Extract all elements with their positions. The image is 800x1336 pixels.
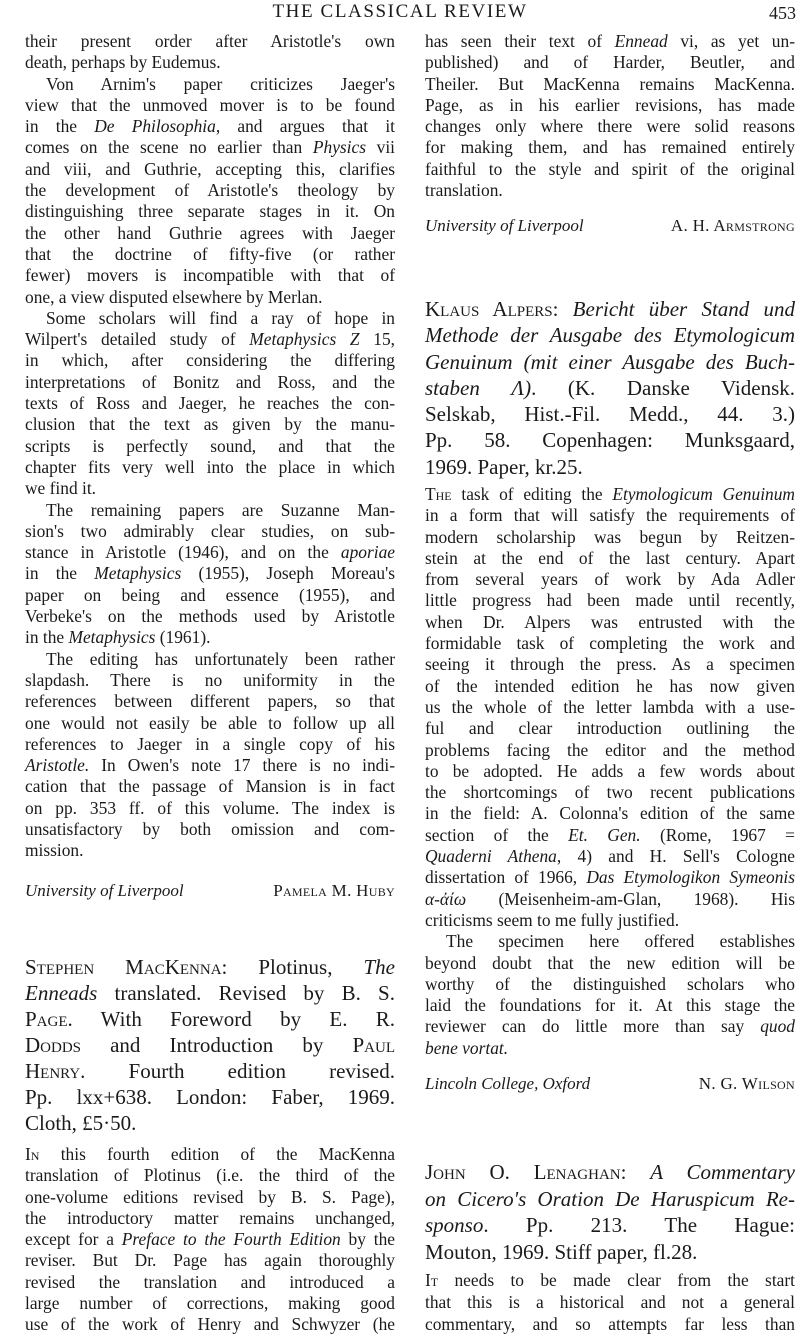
text-line xyxy=(25,137,395,158)
paragraph xyxy=(425,296,795,480)
review-text-mackenna xyxy=(25,1144,395,1336)
text-line xyxy=(25,1229,395,1250)
text-run: (1961). xyxy=(155,627,211,648)
text-line xyxy=(425,1186,795,1213)
signature-armstrong xyxy=(425,216,795,238)
text-line xyxy=(25,287,395,308)
text-run: formidable task of completing the work and xyxy=(425,633,795,654)
small-caps-text: Paul xyxy=(352,1033,395,1057)
text-run: : Plotinus, xyxy=(221,955,364,979)
text-run: interpretations of Bonitz and Ross, and the xyxy=(25,371,395,392)
text-line xyxy=(25,1250,395,1271)
text-run: problems facing the editor and the method xyxy=(425,739,795,760)
paragraph xyxy=(425,31,795,201)
text-line xyxy=(25,414,395,435)
text-line xyxy=(25,436,395,457)
text-line xyxy=(425,1291,795,1313)
small-caps-text: Henry xyxy=(25,1059,81,1083)
text-run: cation that the passage of Mansion is in fact xyxy=(25,776,395,797)
text-line xyxy=(25,372,395,393)
reviewer-name: N. G. Wilson xyxy=(698,1074,795,1093)
text-line xyxy=(25,627,395,648)
text-line xyxy=(425,505,795,526)
text-run: the shortcomings of two recent publications xyxy=(425,782,795,803)
paragraph xyxy=(425,484,795,931)
review-text-lenaghan xyxy=(425,1269,795,1335)
reviewer-institution: University of Liverpool xyxy=(25,881,184,900)
text-run: mission. xyxy=(25,840,84,861)
text-run: paper on being and essence (1955), and xyxy=(25,584,395,605)
text-run: In Owen's note 17 there is no indi- xyxy=(89,755,395,776)
text-run: when Dr. Alpers was entrusted with the xyxy=(425,611,795,632)
text-line xyxy=(25,1006,395,1032)
text-run: ful and clear introduction outlining the xyxy=(425,718,795,739)
text-run: one, a view disputed elsewhere by Merlan. xyxy=(25,286,323,307)
paragraph xyxy=(25,649,395,862)
paragraph xyxy=(425,931,795,1059)
text-line xyxy=(25,1032,395,1058)
text-run: one-volume editions revised by B. S. Page), xyxy=(25,1186,395,1207)
text-run: from several years of work by Ada Adler xyxy=(425,569,795,590)
text-run: dissertation of 1966, xyxy=(425,867,587,888)
text-run: The editing has unfortunately been rather xyxy=(46,648,395,669)
text-line xyxy=(425,953,795,974)
text-line xyxy=(425,612,795,633)
text-line xyxy=(425,697,795,718)
reviewer-name: Pamela M. Huby xyxy=(273,881,395,900)
text-line xyxy=(425,995,795,1016)
paragraph xyxy=(25,31,395,74)
text-run: fewer) movers is incompatible with that of xyxy=(25,265,395,286)
text-line xyxy=(425,1313,795,1335)
text-line xyxy=(25,180,395,201)
text-run: the other hand Guthrie agrees with Jaeger xyxy=(25,222,395,243)
text-run: sion's two admirably clear studies, on sub- xyxy=(25,520,395,541)
text-line xyxy=(425,846,795,867)
text-line xyxy=(25,350,395,371)
text-run: worthy of the distinguished scholars who xyxy=(425,973,795,994)
text-run: and viii, and Guthrie, accepting this, clarifies xyxy=(25,158,395,179)
signature-wilson xyxy=(425,1074,795,1096)
text-run: Theiler. But MacKenna remains MacKenna. xyxy=(425,73,795,94)
text-run: seeing it through the press. As a specimen xyxy=(425,654,795,675)
text-line xyxy=(425,974,795,995)
running-head xyxy=(0,0,800,24)
text-run: in which, after considering the differing xyxy=(25,350,395,371)
text-line xyxy=(25,606,395,627)
text-line xyxy=(425,31,795,52)
italic-text: aporiae xyxy=(340,542,395,563)
text-run: the development of Aristotle's theology by xyxy=(25,180,395,201)
text-run: we find it. xyxy=(25,478,96,499)
text-run: slapdash. There is no uniformity in the xyxy=(25,669,395,690)
text-line xyxy=(425,867,795,888)
text-run: little progress had been made until recently, xyxy=(425,590,795,611)
text-line xyxy=(25,31,395,52)
text-run: translation of Plotinus (i.e. the third of the xyxy=(25,1165,395,1186)
italic-text: Quaderni Athena xyxy=(425,846,557,867)
text-run: to be adopted. He adds a few words about xyxy=(425,760,795,781)
text-run: : xyxy=(620,1160,651,1184)
text-line xyxy=(25,1084,395,1110)
text-run: : xyxy=(552,297,573,321)
italic-text: Genuinum (mit einer Ausgabe des Buch- xyxy=(425,349,795,374)
italic-text: Metaphysics xyxy=(94,563,182,584)
italic-text: A Commentary xyxy=(650,1160,796,1184)
paragraph xyxy=(25,1144,395,1336)
text-run: that the doctrine of fifty-five (or rather xyxy=(25,243,395,264)
text-line xyxy=(25,500,395,521)
text-run: in a form that will satisfy the requirements of xyxy=(425,505,795,526)
text-line xyxy=(425,95,795,116)
text-run: faithful to the style and spirit of the original xyxy=(425,158,795,179)
text-line xyxy=(425,454,795,480)
text-run: translation. xyxy=(425,180,503,201)
italic-text: Metaphysics Z xyxy=(249,329,360,350)
text-line xyxy=(425,676,795,697)
text-line xyxy=(425,52,795,73)
text-line xyxy=(25,691,395,712)
text-run: that this is a historical and not a general xyxy=(425,1292,795,1312)
text-run: (1955), Joseph Moreau's xyxy=(181,563,395,584)
text-run: , and argues that it xyxy=(215,116,396,137)
text-line xyxy=(25,649,395,670)
text-line xyxy=(425,116,795,137)
text-run: the introductory matter remains unchanged, xyxy=(25,1207,395,1228)
text-run: vi, as yet un- xyxy=(667,31,795,51)
text-line xyxy=(25,1165,395,1186)
text-line xyxy=(25,223,395,244)
italic-text: staben Λ) xyxy=(425,375,532,400)
text-line xyxy=(25,1058,395,1084)
text-line xyxy=(25,585,395,606)
italic-text: Et. Gen. xyxy=(568,824,641,845)
text-run: of the intended edition he has now given xyxy=(425,675,795,696)
text-run: Verbeke's on the methods used by Aristotle xyxy=(25,606,395,627)
text-run: large number of corrections, making good xyxy=(25,1293,395,1314)
text-line xyxy=(25,159,395,180)
text-run: . Pp. 213. The Hague: xyxy=(483,1213,795,1238)
text-line xyxy=(425,427,795,453)
text-run: Some scholars will find a ray of hope in xyxy=(46,307,395,328)
italic-text: Preface to the Fourth Edition xyxy=(121,1229,341,1250)
text-run: . With Foreword by E. R. xyxy=(67,1007,395,1031)
text-run: on pp. 353 ff. of this volume. The index is xyxy=(25,797,395,818)
text-line xyxy=(25,798,395,819)
reviewer-institution: University of Liverpool xyxy=(425,216,584,235)
text-line xyxy=(425,782,795,803)
paragraph xyxy=(425,1269,795,1335)
text-run: task of editing the xyxy=(451,484,613,504)
text-run: Von Arnim's paper criticizes Jaeger's xyxy=(46,73,395,94)
text-run: view that the unmoved mover is to be found xyxy=(25,94,395,115)
text-run: The remaining papers are Suzanne Man- xyxy=(46,499,395,520)
text-run: us the whole of the letter lambda with a use- xyxy=(425,696,795,717)
text-line xyxy=(25,52,395,73)
text-line xyxy=(425,569,795,590)
italic-text: Enneads xyxy=(25,981,98,1005)
text-run: in the field: A. Colonna's edition of the same xyxy=(425,803,795,824)
text-run: translated. Revised by B. S. xyxy=(97,981,395,1005)
small-caps-text: It xyxy=(425,1270,439,1290)
text-line xyxy=(425,401,795,427)
text-run: comes on the scene no earlier than xyxy=(25,137,313,158)
text-run: stein at the end of the last century. Apart xyxy=(425,547,795,568)
text-run: clusion that the text as given by the manu- xyxy=(25,414,395,435)
text-run: (Rome, 1967 = xyxy=(640,824,795,845)
text-run: death, perhaps by Eudemus. xyxy=(25,52,221,73)
text-line xyxy=(25,734,395,755)
review-text-aristotle xyxy=(25,31,395,862)
reviewer-institution: Lincoln College, Oxford xyxy=(425,1074,591,1093)
review-heading-lenaghan xyxy=(425,1159,795,1266)
text-line xyxy=(425,633,795,654)
text-run: section of the xyxy=(425,824,569,845)
paragraph xyxy=(25,74,395,308)
text-line xyxy=(25,1144,395,1165)
text-run: by the xyxy=(340,1229,395,1250)
italic-text: sponso xyxy=(425,1213,484,1238)
text-run: beyond doubt that the new edition will be xyxy=(425,952,795,973)
text-run: references to Jaeger in a single copy of his xyxy=(25,733,395,754)
text-line xyxy=(425,1038,795,1059)
italic-text: Ennead xyxy=(614,31,668,51)
text-line xyxy=(425,654,795,675)
text-line xyxy=(25,954,395,980)
text-run: reviewer can do little more than say xyxy=(425,1016,761,1037)
text-line xyxy=(425,527,795,548)
text-run: this fourth edition of the MacKenna xyxy=(39,1144,395,1164)
text-line xyxy=(25,478,395,499)
text-line xyxy=(425,484,795,505)
text-line xyxy=(25,755,395,776)
text-run: (Meisenheim-am-Glan, 1968). His xyxy=(466,888,795,909)
text-line xyxy=(425,590,795,611)
text-line xyxy=(425,349,795,375)
text-run: unsatisfactory by both omission and com- xyxy=(25,818,395,839)
review-text-mackenna-cont xyxy=(425,31,795,201)
italic-text: Physics xyxy=(312,137,366,158)
text-run: . Fourth edition revised. xyxy=(80,1059,395,1083)
text-line xyxy=(25,1208,395,1229)
text-line xyxy=(25,244,395,265)
text-run: Page, as in his earlier revisions, has made xyxy=(425,94,795,115)
paragraph xyxy=(425,1159,795,1266)
text-run: modern scholarship was begun by Reitzen- xyxy=(425,526,795,547)
small-caps-text: In xyxy=(25,1144,40,1164)
text-run: for making them, and has remained entirely xyxy=(425,137,795,158)
small-caps-text: Page xyxy=(25,1007,68,1031)
text-run: . (K. Danske Vidensk. xyxy=(531,375,795,400)
text-run: 1969. Paper, kr.25. xyxy=(425,454,583,479)
text-line xyxy=(425,825,795,846)
text-run: laid the foundations for it. At this stage the xyxy=(425,995,795,1016)
review-text-alpers xyxy=(425,484,795,1059)
text-line xyxy=(25,980,395,1006)
text-run: Wilpert's detailed study of xyxy=(25,329,250,350)
text-run: one would not easily be able to follow up all xyxy=(25,712,395,733)
text-line xyxy=(25,116,395,137)
text-run: revised the translation and introduced a xyxy=(25,1271,395,1292)
text-line xyxy=(425,296,795,322)
page-number: 453 xyxy=(769,3,796,23)
text-line xyxy=(425,910,795,931)
text-line xyxy=(425,548,795,569)
italic-text: Bericht über Stand und xyxy=(572,297,796,321)
text-line xyxy=(425,180,795,201)
paragraph xyxy=(25,500,395,649)
text-line xyxy=(25,1272,395,1293)
italic-text: De Philosophia xyxy=(94,116,216,137)
italic-text: Methode der Ausgabe des Etymologicum xyxy=(425,323,795,348)
text-run: reviser. But Dr. Page has again thoroughly xyxy=(25,1250,395,1271)
text-run: Selskab, Hist.-Fil. Medd., 44. 3.) xyxy=(425,402,795,427)
text-run: The specimen here offered establishes xyxy=(446,931,795,952)
text-line xyxy=(25,563,395,584)
reviewer-name: A. H. Armstrong xyxy=(670,216,795,235)
paragraph xyxy=(25,954,395,1136)
text-run: their present order after Aristotle's own xyxy=(25,31,395,51)
text-run: scripts is perfectly sound, and that the xyxy=(25,435,395,456)
journal-title: THE CLASSICAL REVIEW xyxy=(272,1,528,22)
text-line xyxy=(25,1314,395,1335)
text-line xyxy=(425,1269,795,1291)
text-run: Mouton, 1969. Stiff paper, fl.28. xyxy=(425,1240,698,1265)
text-run: published) and of Harder, Beutler, and xyxy=(425,52,795,73)
text-line xyxy=(425,74,795,95)
text-run: texts of Ross and Jaeger, he reaches the con- xyxy=(25,393,395,414)
text-run: Cloth, £5·50. xyxy=(25,1111,137,1135)
text-line xyxy=(25,329,395,350)
italic-text: The xyxy=(363,955,395,979)
text-line xyxy=(425,803,795,824)
text-line xyxy=(425,889,795,910)
italic-text: Aristotle. xyxy=(25,755,90,776)
italic-text: quod xyxy=(760,1016,795,1037)
text-line xyxy=(25,776,395,797)
text-run: use of the work of Henry and Schwyzer (he xyxy=(25,1314,395,1335)
text-run: stance in Aristotle (1946), and on the xyxy=(25,542,341,563)
italic-text: Etymologicum Genuinum xyxy=(612,484,795,504)
text-line xyxy=(25,521,395,542)
text-line xyxy=(425,159,795,180)
small-caps-text: Stephen MacKenna xyxy=(25,955,222,979)
text-run: 15, xyxy=(359,329,395,350)
text-line xyxy=(425,1159,795,1186)
text-line xyxy=(25,95,395,116)
text-run: , 4) and H. Sell's Cologne xyxy=(556,846,796,867)
text-line xyxy=(25,670,395,691)
small-caps-text: Dodds xyxy=(25,1033,82,1057)
italic-text: on Cicero's Oration De Haruspicum Re- xyxy=(425,1186,795,1211)
text-line xyxy=(25,840,395,861)
text-run: except for a xyxy=(25,1229,122,1250)
text-line xyxy=(425,322,795,348)
paragraph xyxy=(25,308,395,500)
text-run: in the xyxy=(25,627,69,648)
text-run: vii xyxy=(366,137,395,158)
text-line xyxy=(25,1187,395,1208)
text-run: commentary, and so attempts far less than xyxy=(425,1314,795,1334)
text-line xyxy=(25,201,395,222)
text-run: has seen their text of xyxy=(425,31,615,51)
review-heading-mackenna xyxy=(25,954,395,1136)
text-line xyxy=(25,457,395,478)
text-line xyxy=(25,265,395,286)
text-run: in the xyxy=(25,116,95,137)
text-line xyxy=(25,74,395,95)
signature-huby xyxy=(25,881,395,903)
small-caps-text: The xyxy=(425,484,452,504)
text-line xyxy=(25,713,395,734)
review-heading-alpers xyxy=(425,296,795,480)
text-run: criticisms seem to me fully justified. xyxy=(425,909,680,930)
text-line xyxy=(425,740,795,761)
text-line xyxy=(425,137,795,158)
text-line xyxy=(425,375,795,401)
small-caps-text: John O. Lenaghan xyxy=(425,1160,621,1184)
text-run: and Introduction by xyxy=(81,1033,353,1057)
text-run: Pp. 58. Copenhagen: Munksgaard, xyxy=(425,428,795,453)
text-run: distinguishing three separate stages in it. On xyxy=(25,201,395,222)
text-line xyxy=(25,308,395,329)
text-line xyxy=(25,393,395,414)
text-line xyxy=(425,718,795,739)
text-run: changes only where there were solid reasons xyxy=(425,116,795,137)
text-line xyxy=(425,931,795,952)
text-line xyxy=(425,1239,795,1266)
text-line xyxy=(425,761,795,782)
italic-text: Metaphysics xyxy=(68,627,156,648)
small-caps-text: Klaus Alpers xyxy=(425,297,553,321)
text-line xyxy=(425,1016,795,1037)
text-line xyxy=(25,819,395,840)
text-run: needs to be made clear from the start xyxy=(438,1270,795,1290)
italic-text: α-ἀίω xyxy=(425,888,467,909)
text-run: in the xyxy=(25,563,95,584)
italic-text: bene vortat. xyxy=(425,1037,509,1058)
text-line xyxy=(25,1110,395,1136)
text-line xyxy=(25,542,395,563)
italic-text: Das Etymologikon Symeonis xyxy=(586,867,795,888)
text-run: chapter fits very well into the place in which xyxy=(25,456,395,477)
text-run: references between different papers, so that xyxy=(25,691,395,712)
text-line xyxy=(25,1293,395,1314)
text-run: Pp. lxx+638. London: Faber, 1969. xyxy=(25,1085,395,1109)
text-line xyxy=(425,1212,795,1239)
